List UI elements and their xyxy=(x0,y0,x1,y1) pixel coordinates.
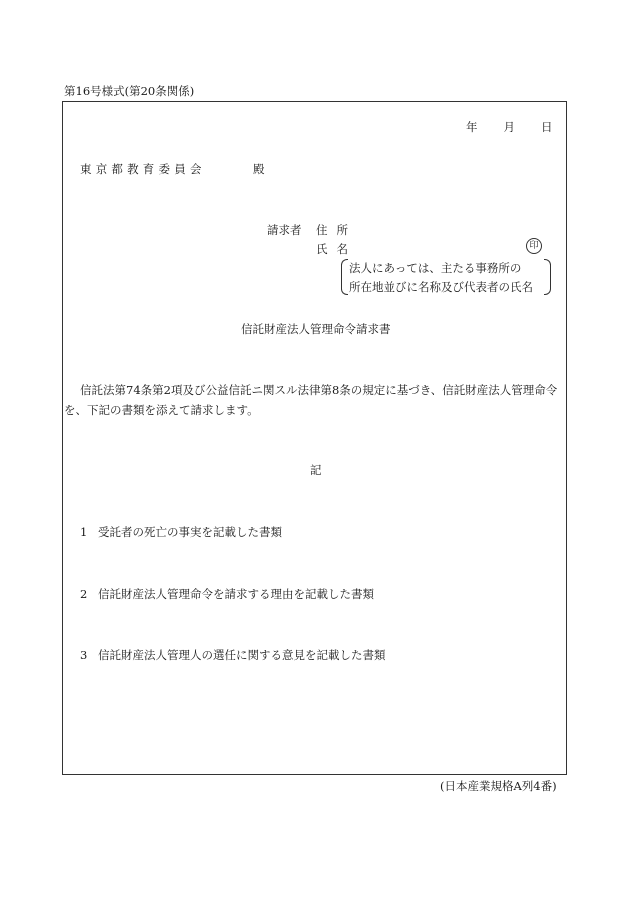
corporate-note xyxy=(341,258,551,296)
body-text-line-2: を、下記の書類を添えて請求します。 xyxy=(64,403,259,417)
address-label: 住所 xyxy=(316,223,357,237)
date-month: 月 xyxy=(503,120,515,134)
addressee-honorific: 殿 xyxy=(253,162,265,176)
item-text: 信託財産法人管理人の選任に関する意見を記載した書類 xyxy=(98,648,386,662)
note-line-1: 法人にあっては、主たる事務所の xyxy=(349,261,522,275)
form-number: 第16号様式(第20条関係) xyxy=(64,84,195,98)
note-line-2: 所在地並びに名称及び代表者の氏名 xyxy=(349,280,533,294)
paper-size-note: (日本産業規格A列4番) xyxy=(440,779,557,793)
form-frame xyxy=(62,101,567,775)
item-number: 3 xyxy=(80,648,88,662)
item-number: 2 xyxy=(80,587,88,601)
document-title: 信託財産法人管理命令請求書 xyxy=(241,322,391,336)
list-item xyxy=(80,586,374,602)
seal-mark: 印 xyxy=(526,238,542,254)
date-day: 日 xyxy=(541,120,553,134)
ki-heading: 記 xyxy=(310,463,322,477)
date-line xyxy=(466,119,553,135)
item-text: 受託者の死亡の事実を記載した書類 xyxy=(98,525,282,539)
item-number: 1 xyxy=(80,525,88,539)
item-text: 信託財産法人管理命令を請求する理由を記載した書類 xyxy=(98,587,374,601)
requester-label: 請求者 xyxy=(267,223,302,237)
addressee-name: 東京都教育委員会 xyxy=(80,162,206,176)
right-bracket xyxy=(544,259,551,295)
date-year: 年 xyxy=(466,120,478,134)
body-text-line-1: 信託法第74条第2項及び公益信託ニ関スル法律第8条の規定に基づき、信託財産法人管理命令 xyxy=(80,383,558,397)
list-item xyxy=(80,524,282,540)
left-bracket xyxy=(341,259,348,295)
list-item xyxy=(80,647,386,663)
name-label: 氏名 xyxy=(316,242,357,256)
